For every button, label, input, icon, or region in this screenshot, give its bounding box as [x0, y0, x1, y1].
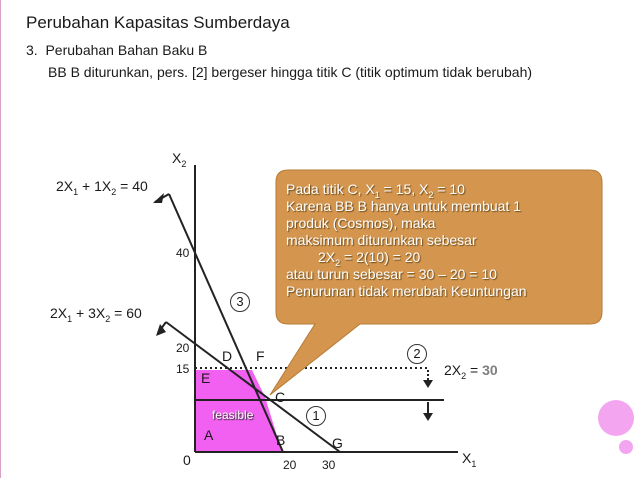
marker-2: 2 [407, 344, 427, 364]
item-title: Perubahan Bahan Baku B [45, 42, 208, 58]
item-description: BB B diturunkan, pers. [2] bergeser hingga titik C (titik optimum tidak berubah) [48, 64, 533, 80]
y-tick-40: 40 [176, 246, 190, 260]
y-axis-label: $X_2$ [172, 150, 187, 169]
feasible-region-lower [195, 397, 282, 452]
arrow-head-2 [156, 324, 166, 336]
shift-arrow-head [423, 413, 433, 421]
callout-text [286, 181, 527, 300]
callout-line-4: maksimum diturunkan sebesar [286, 232, 477, 248]
point-G: G [332, 435, 343, 451]
point-A: A [204, 427, 214, 443]
callout-line-2: Karena BB B hanya untuk membuat 1 [286, 198, 522, 214]
point-B: B [276, 432, 286, 448]
constraint-label-2: $2X_1 + 3X_2 = 60$ [50, 305, 142, 324]
constraint-label-1: $2X_1 + 1X_2 = 40$ [56, 178, 148, 197]
callout-line-7: Penurunan tidak merubah Keuntungan [286, 283, 527, 299]
slide-title: Perubahan Kapasitas Sumberdaya [26, 13, 290, 32]
arrow-head-1 [153, 193, 164, 203]
x-tick-20: 20 [283, 458, 297, 472]
new-constraint-label: $2X_2 = 30$ [444, 362, 498, 381]
y-tick-20: 20 [176, 341, 190, 355]
point-E: E [201, 370, 211, 386]
y-tick-15: 15 [176, 362, 190, 376]
item-number: 3. [26, 42, 38, 58]
new-constraint-value: 30 [482, 362, 498, 378]
marker-3: 3 [230, 292, 250, 312]
callout-line-6: atau turun sebesar = 30 – 20 = 10 [286, 266, 497, 282]
feasible-label: feasible [212, 408, 254, 422]
x-axis-label: $X_1$ [462, 450, 477, 469]
point-C: C [275, 389, 286, 405]
point-F: F [256, 348, 265, 364]
marker-1: 1 [306, 406, 326, 426]
callout-line-1: Pada titik C, $X_1 = 15$, $X_2 = 10$ [286, 181, 465, 200]
callout-line-5: $2X_2 = 2(10) = 20$ [318, 249, 421, 268]
shift-arrow-head-dotted [423, 380, 433, 388]
x-tick-30: 30 [322, 458, 336, 472]
point-D: D [222, 348, 233, 364]
callout-line-3: produk (Cosmos), maka [286, 215, 436, 231]
origin-label: 0 [183, 452, 191, 468]
